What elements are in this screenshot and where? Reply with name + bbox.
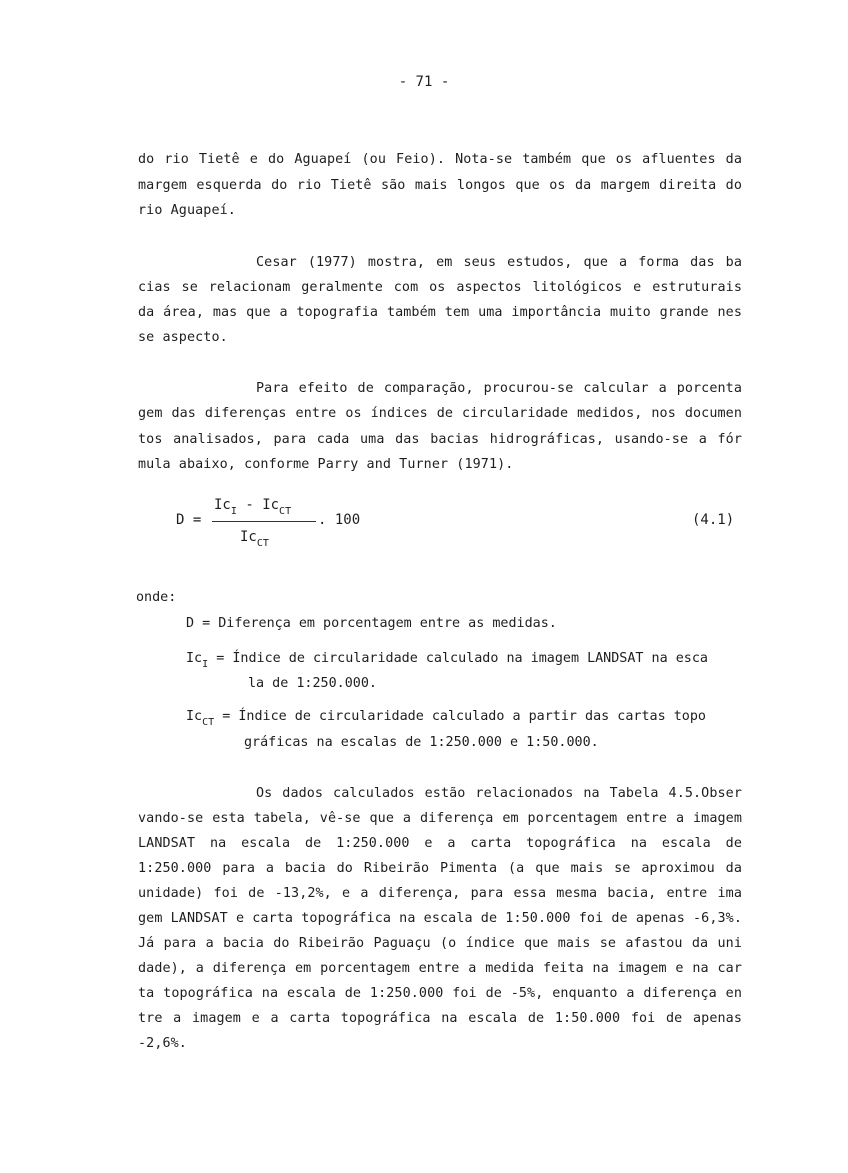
- definition-d: D = Diferença em porcentagem entre as medidas.: [186, 616, 557, 631]
- para2-line-1: Cesar (1977) mostra, em seus estudos, que a forma das ba: [256, 255, 742, 270]
- equation-lhs: D =: [176, 512, 202, 528]
- para1-line-1: do rio Tietê e do Aguapeí (ou Feio). Nota-se também que os afluentes da: [138, 152, 742, 167]
- para4-line-3: LANDSAT na escala de 1:250.000 e a carta topográfica na escala de: [138, 836, 742, 851]
- para3-line-4: mula abaixo, conforme Parry and Turner (1971).: [138, 457, 514, 472]
- equation-multiplier: . 100: [318, 512, 361, 528]
- para4-line-7: Já para a bacia do Ribeirão Paguaçu (o índice que mais se afastou da uni: [138, 936, 742, 951]
- para3-line-1: Para efeito de comparação, procurou-se calcular a porcenta: [256, 381, 742, 396]
- equation-denominator: $Ic_{CT}$: [240, 529, 269, 549]
- fraction-bar: [212, 521, 316, 522]
- para4-line-1: Os dados calculados estão relacionados na Tabela 4.5.Obser: [256, 786, 742, 801]
- para4-line-11: -2,6%.: [138, 1036, 187, 1051]
- para1-line-2: margem esquerda do rio Tietê são mais longos que os da margem direita do: [138, 178, 742, 193]
- para1-line-3: rio Aguapeí.: [138, 203, 236, 218]
- definition-ici-cont: la de 1:250.000.: [248, 676, 377, 691]
- para3-line-3: tos analisados, para cada uma das bacias hidrográficas, usando-se a fór: [138, 432, 742, 447]
- page-number: - 71 -: [398, 74, 450, 90]
- onde-label: onde:: [136, 590, 177, 605]
- definition-icct-cont: gráficas na escalas de 1:250.000 e 1:50.000.: [244, 735, 599, 750]
- para2-line-4: se aspecto.: [138, 330, 228, 345]
- para4-line-2: vando-se esta tabela, vê-se que a diferença em porcentagem entre a imagem: [138, 811, 742, 826]
- equation-numerator: $Ic_I - Ic_{CT}$: [214, 497, 292, 517]
- para3-line-2: gem das diferenças entre os índices de circularidade medidos, nos documen: [138, 406, 742, 421]
- definition-icct: $Ic_{CT}$ = Índice de circularidade calculado a partir das cartas topo: [186, 709, 706, 728]
- para2-line-2: cias se relacionam geralmente com os aspectos litológicos e estruturais: [138, 280, 742, 295]
- para4-line-4: 1:250.000 para a bacia do Ribeirão Pimenta (a que mais se aproximou da: [138, 861, 742, 876]
- para2-line-3: da área, mas que a topografia também tem uma importância muito grande nes: [138, 305, 742, 320]
- para4-line-8: dade), a diferença em porcentagem entre a medida feita na imagem e na car: [138, 961, 742, 976]
- equation-number: (4.1): [692, 512, 735, 528]
- para4-line-6: gem LANDSAT e carta topográfica na escala de 1:50.000 foi de apenas -6,3%.: [138, 911, 742, 926]
- para4-line-10: tre a imagem e a carta topográfica na escala de 1:50.000 foi de apenas: [138, 1011, 742, 1026]
- para4-line-5: unidade) foi de -13,2%, e a diferença, para essa mesma bacia, entre ima: [138, 886, 742, 901]
- definition-ici: $Ic_I$ = Índice de circularidade calculado na imagem LANDSAT na esca: [186, 651, 708, 670]
- para4-line-9: ta topográfica na escala de 1:250.000 foi de -5%, enquanto a diferença en: [138, 986, 742, 1001]
